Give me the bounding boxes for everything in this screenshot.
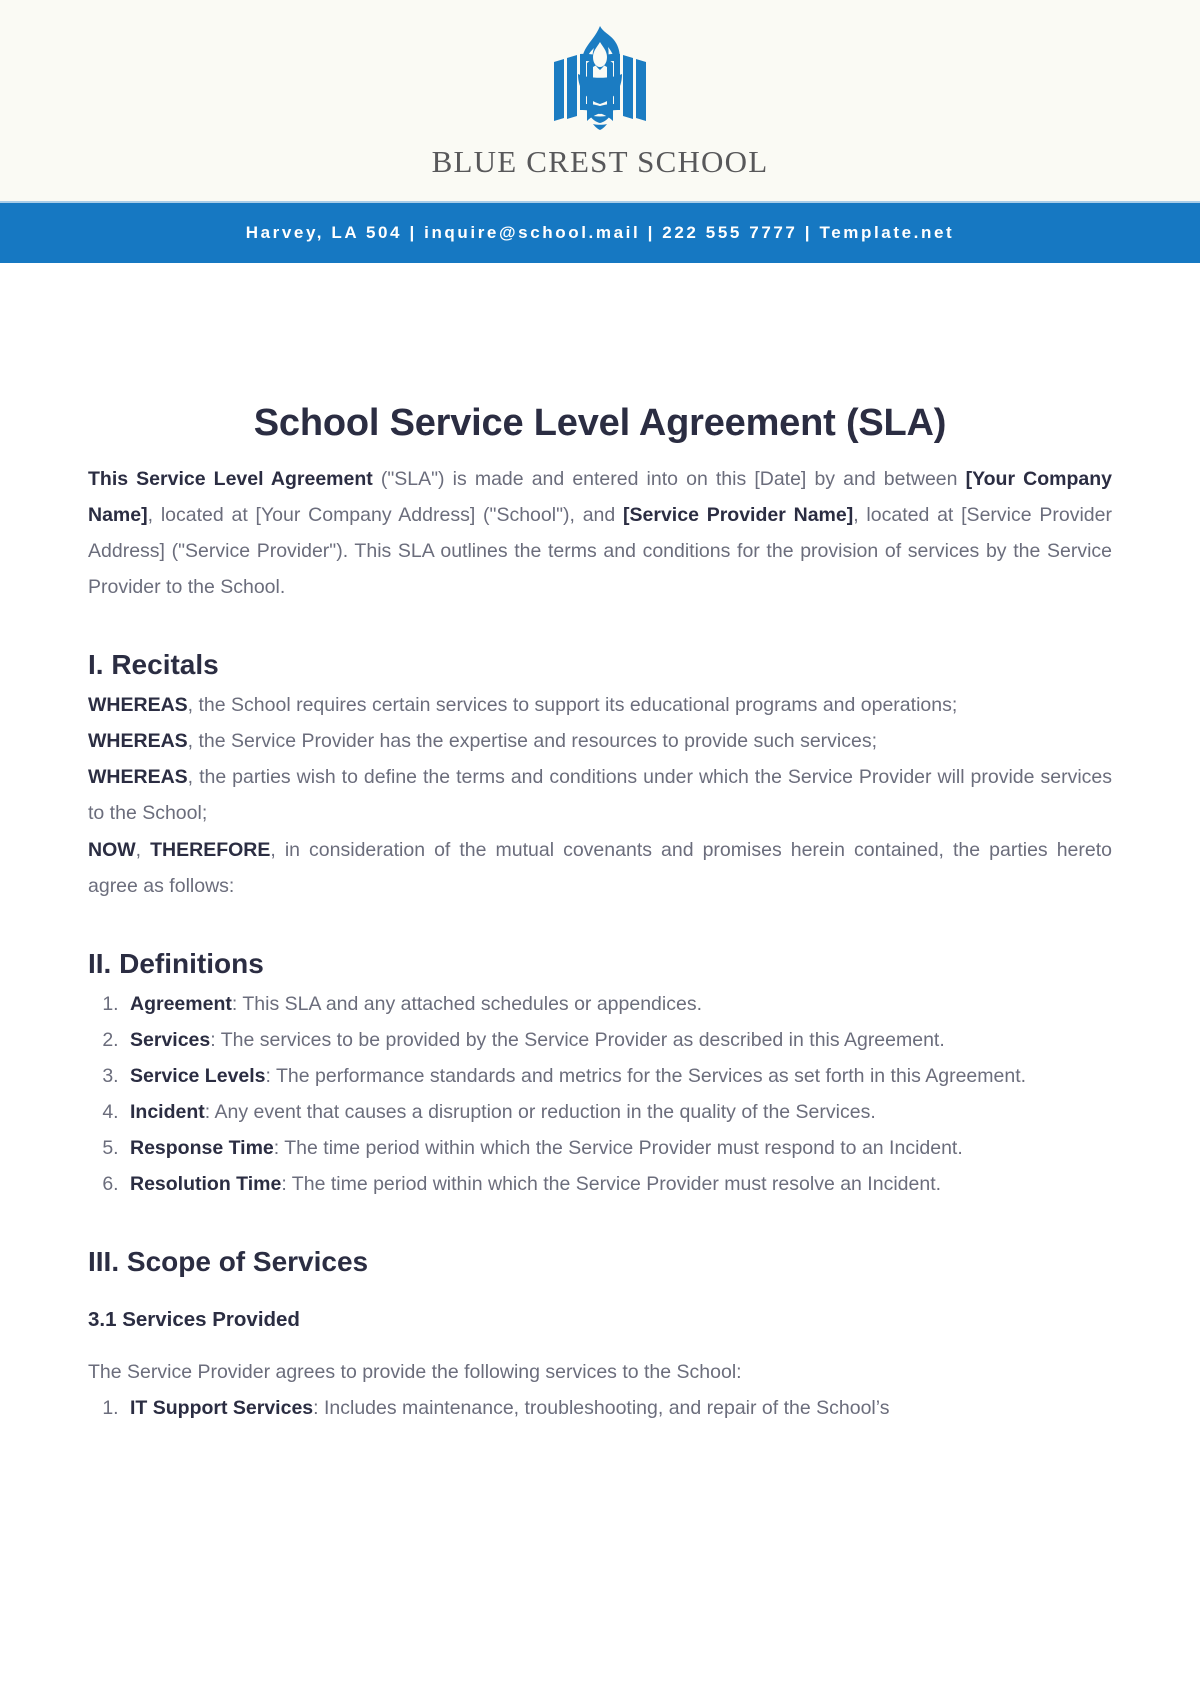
recital-item	[88, 723, 1112, 759]
intro-paragraph	[88, 461, 1112, 605]
definition-term: Service Levels	[130, 1064, 266, 1087]
recital-closing	[88, 832, 1112, 904]
contact-bar	[0, 201, 1200, 263]
closing-text: , in consideration of the mutual covenants and promises herein contained, the parties hereto agree as follows:	[88, 838, 1112, 897]
recital-lead: WHEREAS	[88, 694, 188, 717]
service-text: : Includes maintenance, troubleshooting, and repair of the School’s	[313, 1397, 890, 1420]
school-name: BLUE CREST SCHOOL	[431, 144, 769, 179]
list-item	[124, 1166, 1112, 1202]
recital-lead: WHEREAS	[88, 766, 188, 789]
definition-term: Response Time	[130, 1136, 274, 1159]
contact-info-text: Harvey, LA 504 | inquire@school.mail | 222 555 7777 | Template.net	[245, 223, 955, 242]
definition-text: : The time period within which the Service Provider must resolve an Incident.	[281, 1172, 942, 1195]
intro-text-3: , located at [Service Provider Address] ("Service Provider"). This SLA outlines the terms and conditions for the provision of services by the Service Provider to the School.	[88, 504, 1112, 599]
definitions-list	[88, 986, 1112, 1202]
definition-term: Services	[130, 1028, 211, 1051]
closing-separator: ,	[135, 838, 151, 861]
definition-text: : The services to be provided by the Service Provider as described in this Agreement.	[210, 1028, 945, 1051]
scope-lead-in: The Service Provider agrees to provide the following services to the School:	[88, 1361, 742, 1383]
section-heading-definitions: II. Definitions	[88, 947, 264, 979]
section-heading-scope: III. Scope of Services	[88, 1246, 369, 1277]
services-list	[88, 1390, 1112, 1426]
closing-lead-therefore: THEREFORE	[150, 838, 271, 861]
definition-text: : This SLA and any attached schedules or appendices.	[231, 992, 702, 1015]
list-item	[124, 1390, 1112, 1426]
list-item	[124, 1022, 1112, 1058]
subsection-heading-services-provided: 3.1 Services Provided	[88, 1308, 300, 1331]
recital-item	[88, 687, 1112, 723]
recital-text: , the School requires certain services to support its educational programs and operations;	[187, 694, 958, 717]
intro-bold-3: [Service Provider Name]	[623, 504, 854, 527]
section-heading-recitals: I. Recitals	[88, 649, 219, 681]
intro-text-2: , located at [Your Company Address] ("School"), and	[147, 504, 624, 527]
service-term: IT Support Services	[130, 1397, 314, 1420]
recital-lead: WHEREAS	[88, 730, 188, 753]
page-title: School Service Level Agreement (SLA)	[253, 402, 947, 444]
intro-bold-1: This Service Level Agreement	[88, 468, 373, 490]
recital-text: , the Service Provider has the expertise and resources to provide such services;	[187, 730, 878, 753]
definition-text: : Any event that causes a disruption or reduction in the quality of the Services.	[204, 1100, 876, 1123]
recital-item	[88, 759, 1112, 831]
list-item	[124, 1058, 1112, 1094]
list-item	[124, 1094, 1112, 1130]
intro-bold-2: [Your Company Name]	[88, 468, 1112, 527]
definition-term: Incident	[130, 1100, 205, 1123]
closing-lead-now: NOW	[88, 838, 136, 861]
flame-book-logo-icon	[534, 26, 666, 134]
definition-term: Resolution Time	[130, 1172, 282, 1195]
definition-text: : The time period within which the Service Provider must respond to an Incident.	[273, 1136, 963, 1159]
recital-text: , the parties wish to define the terms and conditions under which the Service Provider will provide services to the School;	[88, 766, 1112, 825]
document-body	[0, 263, 1200, 1426]
intro-text-1: ("SLA") is made and entered into on this [Date] by and between	[372, 468, 966, 490]
list-item	[124, 1130, 1112, 1166]
definition-term: Agreement	[130, 992, 232, 1015]
definition-text: : The performance standards and metrics for the Services as set forth in this Agreement.	[265, 1064, 1027, 1087]
list-item	[124, 986, 1112, 1022]
letterhead	[0, 0, 1200, 201]
